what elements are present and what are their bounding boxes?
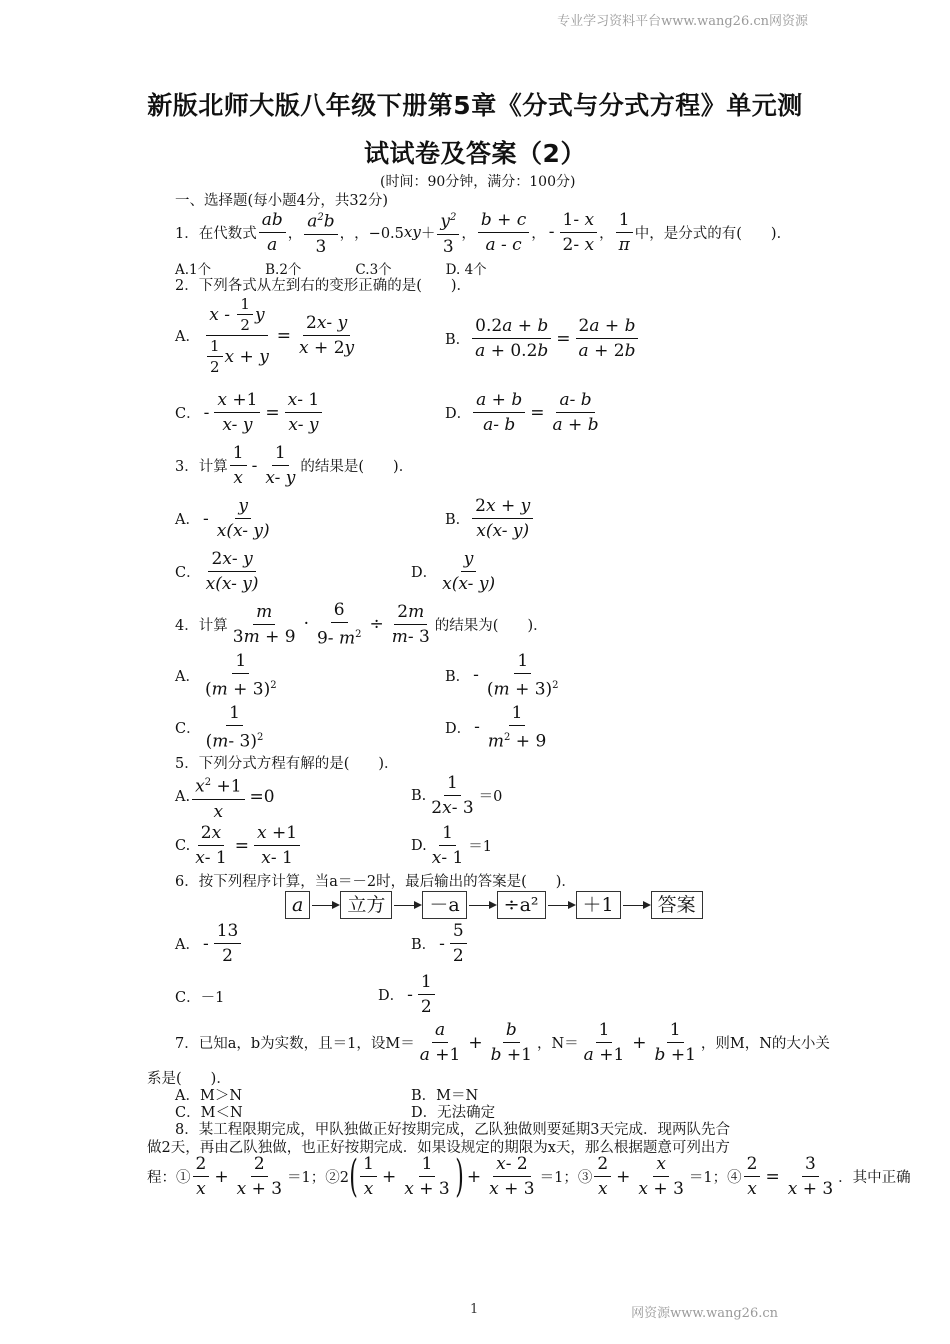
fraction: 1 x- y bbox=[265, 443, 296, 488]
question-7-option-b: B．M＝N bbox=[411, 1088, 479, 1104]
arrow-right-icon bbox=[312, 905, 338, 906]
question-4-option-a: A． 1 $(m + 3)^2$ bbox=[175, 651, 282, 700]
fraction: $\frac{a + b}{a- b}$ bbox=[473, 390, 525, 435]
fraction: $\frac{b}{b +1}$ bbox=[490, 1020, 532, 1065]
exam-meta: (时间：90分钟，满分：100分) bbox=[380, 174, 576, 190]
flow-input-box: a bbox=[285, 891, 310, 919]
fraction: 1 a +1 bbox=[583, 1020, 625, 1065]
question-8-line1: 8．某工程限期完成，甲队独做正好按期完成，乙队独做则要延期3天完成．现两队先合 bbox=[175, 1122, 730, 1138]
question-3-option-a: A． - y x(x- y) bbox=[175, 496, 275, 541]
question-7-option-a: A．M＞N bbox=[175, 1088, 243, 1104]
fraction: $\frac{2m}{m- 3}$ bbox=[391, 601, 430, 647]
fraction: $\frac{3}{x + 3}$ bbox=[787, 1154, 834, 1199]
arrow-right-icon bbox=[623, 905, 649, 906]
question-3-option-b: B． 2x + y x(x- y) bbox=[445, 496, 535, 541]
question-1-options: A.1个 B.2个 C.3个 D. 4个 bbox=[175, 262, 487, 278]
question-5-option-c: C. $\frac{2x}{x- 1}$ = $\frac{x +1}{x- 1}$ bbox=[175, 823, 302, 868]
question-4: 4．计算 m 3m + 9 · $\frac{6}{9- m^2}$ ÷ $\frac{2m}{m- 3}$ 的结果为( )． bbox=[175, 600, 548, 649]
question-4-option-c: C． 1 (m- 3)$^2$ bbox=[175, 703, 268, 752]
fraction: m 3m + 9 bbox=[232, 601, 296, 647]
fraction: 1 $m^2 + 9$ bbox=[487, 703, 547, 752]
question-3: 3．计算 1 x - 1 x- y 的结果是( )． bbox=[175, 443, 414, 488]
question-2-option-c: C． - $\frac{x +1}{x- y}$ = $\frac{x- 1}{x- y}$ bbox=[175, 390, 324, 435]
flow-divide-box: ÷a² bbox=[497, 891, 546, 919]
fraction: 2 x bbox=[594, 1154, 611, 1199]
fraction: $\frac{1}{x + 3}$ bbox=[404, 1154, 450, 1199]
fraction: x - 1 2 y 1 2 x + y bbox=[202, 296, 272, 375]
question-1: 1．在代数式 ab a ， $a^2b$ 3 ， ，−0.5 xy ＋ $y^2$ 3 ， b + c a - c ， - 1- x 2- x ， 1 π 中，是分式的有( )． bbox=[175, 209, 792, 257]
question-6-option-c: C．－1 bbox=[175, 990, 225, 1006]
question-4-option-b: B． - 1 $(m + 3)^2$ bbox=[445, 651, 564, 700]
fraction: $\frac{2}{x}$ bbox=[744, 1154, 761, 1199]
question-3-option-c: C． 2x- y x(x- y) bbox=[175, 549, 264, 594]
fraction: $\frac{x +1}{x- 1}$ bbox=[254, 823, 300, 868]
question-7-option-d: D．无法确定 bbox=[411, 1105, 496, 1121]
arrow-right-icon bbox=[548, 905, 574, 906]
fraction: 1 π bbox=[616, 210, 633, 255]
fraction: $\frac{1}{b +1}$ bbox=[654, 1020, 696, 1065]
question-6-option-b: B． - 5 2 bbox=[411, 921, 469, 966]
fraction: 13 2 bbox=[214, 921, 242, 966]
question-5-option-d: D. 1 x- 1 ＝1 bbox=[411, 823, 493, 868]
page-number: 1 bbox=[470, 1302, 479, 1317]
fraction: $\frac{x}{x + 3}$ bbox=[638, 1154, 684, 1199]
fraction: $\frac{2x- y}{x + 2y}$ bbox=[299, 313, 355, 358]
fraction: ab a bbox=[259, 210, 286, 255]
flow-subtract-box: －a bbox=[422, 891, 466, 919]
question-5-option-b: B. 1 2x- 3 ＝0 bbox=[411, 773, 503, 818]
question-6-option-d: D． - 1 2 bbox=[378, 972, 437, 1017]
question-5-option-a: A. $\frac{x^2 +1}{x}$ =0 bbox=[175, 773, 278, 822]
fraction: 1 $(m + 3)^2$ bbox=[204, 651, 277, 700]
fraction: y x(x- y) bbox=[442, 549, 496, 594]
fraction: $a^2b$ 3 bbox=[304, 208, 337, 257]
question-8-line3: 程：① 2 x + $\frac{2}{x + 3}$ ＝1；②2 ( 1 x + $\frac{1}{x + 3}$ ) + $\frac{x- 2}{x + 3}$ ＝1；③ 2 x + $\frac{x}{x + 3}$ ＝1；④ $\frac{2}{x}$ = $\frac{3}{x + 3}$ ．其中正确 bbox=[147, 1150, 911, 1202]
fraction: 1 (m- 3)$^2$ bbox=[205, 703, 264, 752]
fraction: 2x- y x(x- y) bbox=[205, 549, 259, 594]
fraction: $\frac{2x}{x- 1}$ bbox=[195, 823, 227, 868]
fraction: $\frac{2}{x + 3}$ bbox=[236, 1154, 283, 1199]
fraction: 2 x bbox=[193, 1154, 210, 1199]
question-5-stem: 5．下列分式方程有解的是( )． bbox=[175, 756, 399, 772]
question-2-stem: 2．下列各式从左到右的变形正确的是( )． bbox=[175, 278, 472, 294]
fraction: $\frac{x +1}{x- y}$ bbox=[214, 390, 260, 435]
question-3-option-d: D． y x(x- y) bbox=[411, 549, 500, 594]
flow-cube-box: 立方 bbox=[340, 891, 392, 919]
fraction: $\frac{a- b}{a + b}$ bbox=[552, 390, 599, 435]
arrow-right-icon bbox=[394, 905, 420, 906]
fraction: 1 x- 1 bbox=[431, 823, 464, 868]
fraction: $\frac{x^2 +1}{x}$ bbox=[192, 773, 244, 822]
question-7-line2: 系是( )． bbox=[147, 1071, 231, 1087]
question-6-option-a: A． - 13 2 bbox=[175, 921, 243, 966]
fraction: y x(x- y) bbox=[216, 496, 270, 541]
fraction: 5 2 bbox=[450, 921, 467, 966]
fraction: 1 2x- 3 bbox=[431, 773, 474, 818]
fraction: $\frac{6}{9- m^2}$ bbox=[316, 600, 362, 649]
footer-watermark: 网资源www.wang26.cn bbox=[631, 1306, 778, 1321]
fraction: a a +1 bbox=[419, 1020, 461, 1065]
question-7-option-c: C．M＜N bbox=[175, 1105, 243, 1121]
question-4-option-d: D． - 1 $m^2 + 9$ bbox=[445, 703, 551, 752]
question-6-stem: 6．按下列程序计算，当a＝－2时，最后输出的答案是( )． bbox=[175, 874, 576, 890]
program-flowchart bbox=[285, 891, 703, 919]
fraction: 1- x 2- x bbox=[560, 210, 598, 255]
fraction: $\frac{x- 1}{x- y}$ bbox=[285, 390, 323, 435]
fraction: 1 $(m + 3)^2$ bbox=[486, 651, 559, 700]
fraction: 1 x bbox=[360, 1154, 377, 1199]
flow-add-box: ＋1 bbox=[576, 891, 621, 919]
page-title-line1: 新版北师大版八年级下册第5章《分式与分式方程》单元测 bbox=[147, 91, 803, 120]
arrow-right-icon bbox=[469, 905, 495, 906]
question-7-line1: 7．已知 a，b为实数，且 ＝1，设 M＝ a a +1 + $\frac{b}{b +1}$ ，N＝ 1 a +1 + $\frac{1}{b +1}$ ，则M，N的大小关 bbox=[175, 1020, 830, 1065]
question-2-option-d: D． $\frac{a + b}{a- b}$ = $\frac{a- b}{a + b}$ bbox=[445, 390, 604, 435]
fraction: $\frac{x- 2}{x + 3}$ bbox=[489, 1154, 535, 1199]
fraction: $\frac{2a + b}{a + 2b}$ bbox=[576, 316, 639, 361]
section-heading: 一、选择题(每小题4分，共32分) bbox=[175, 193, 388, 209]
fraction: 2x + y x(x- y) bbox=[472, 496, 533, 541]
page-title-line2: 试试卷及答案（2） bbox=[364, 139, 586, 168]
fraction: $y^2$ 3 bbox=[437, 208, 459, 257]
header-watermark: 专业学习资料平台www.wang26.cn网资源 bbox=[557, 14, 808, 29]
question-2-option-a: A． x - 1 2 y 1 2 x + y = $\frac{2x- y}{x + 2y}$ bbox=[175, 296, 359, 375]
flow-output-box: 答案 bbox=[651, 891, 703, 919]
fraction: 1 2 bbox=[418, 972, 435, 1017]
question-2-option-b: B． $\frac{0.2a + b}{a + 0.2b}$ = $\frac{2a + b}{a + 2b}$ bbox=[445, 316, 640, 361]
fraction: b + c a - c bbox=[478, 210, 529, 255]
fraction: 1 x bbox=[230, 443, 247, 488]
fraction: $\frac{0.2a + b}{a + 0.2b}$ bbox=[472, 316, 551, 361]
question-8-line2: 做2天，再由乙队独做，也正好按期完成．如果设规定的期限为x天，那么根据题意可列出方 bbox=[147, 1140, 730, 1156]
